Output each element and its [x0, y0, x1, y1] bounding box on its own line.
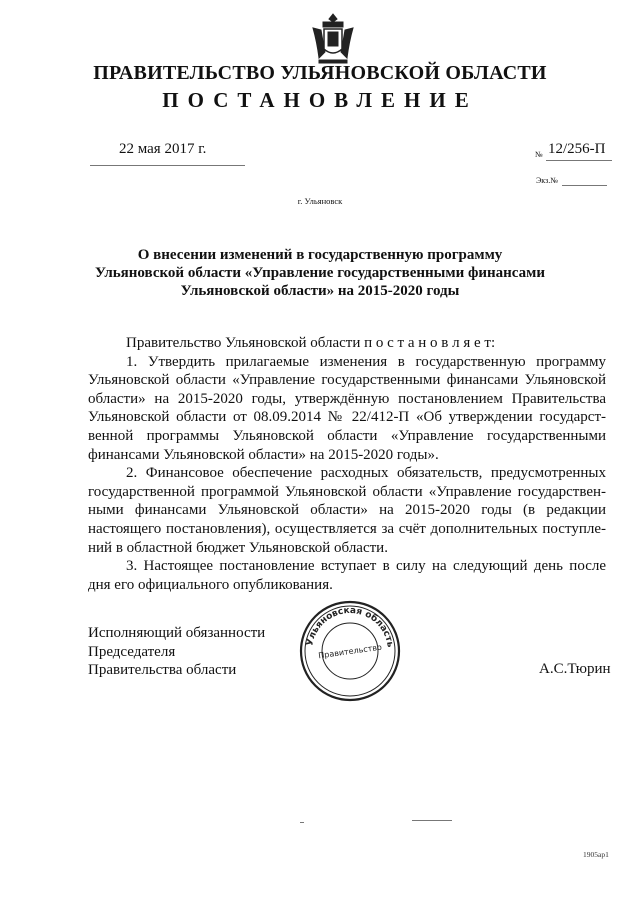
city: г. Ульяновск	[297, 196, 343, 206]
body-item-2: 2. Финансовое обеспечение расходных обязательств, предусмотренных государственной программой Ульяновской области «Управление государствен-ными финансами Ульяновской области» на 2015-2020 годы (в редакции настоящего постановления), осуществляется за счёт дополнительных поступле-ний в областной бюджет Ульяновской области.	[88, 465, 606, 556]
official-stamp	[298, 599, 402, 703]
date-underline	[90, 165, 245, 166]
stamp-outer-text: Ульяновская область	[305, 605, 395, 649]
copy-number-label: Экз.№	[536, 176, 558, 185]
body-item-3: 3. Настоящее постановление вступает в силу на следующий день после дня его официального опубликования.	[88, 558, 606, 593]
preamble: Правительство Ульяновской области п о с т а н о в л я е т:	[126, 335, 496, 351]
title-line: Ульяновской области» на 2015-2020 годы	[180, 283, 460, 299]
stamp-center-text: Правительство	[317, 642, 383, 661]
document-title	[60, 246, 580, 300]
signatory-title	[88, 624, 265, 680]
coat-of-arms-icon	[305, 10, 361, 66]
title-line: О внесении изменений в государственную программу	[137, 247, 503, 263]
organization-title: ПРАВИТЕЛЬСТВО УЛЬЯНОВСКОЙ ОБЛАСТИ	[93, 62, 547, 84]
number-label: №	[535, 150, 543, 159]
body-item-1: 1. Утвердить прилагаемые изменения в государственную программу Ульяновской области «Управление государственными финансами Ульяновской области» на 2015-2020 годы, утверждённую постановлением Правительства Ульяновской области от 08.09.2014 № 22/412-П «Об утверждении государст-венной программы Ульяновской области «Управление государственными финансами Ульяновской области» на 2015-2020 годы».	[88, 353, 606, 463]
copy-number-underline	[562, 185, 607, 186]
footer-dash	[300, 822, 304, 823]
footer-code: 1905ap1	[583, 850, 609, 859]
document-number: 12/256-П	[548, 141, 606, 157]
document-type: ПОСТАНОВЛЕНИЕ	[162, 88, 478, 112]
title-line: Ульяновской области «Управление государственными финансами	[95, 265, 545, 281]
signatory-line: Председателя	[88, 643, 176, 660]
document-body	[88, 334, 606, 594]
document-date: 22 мая 2017 г.	[119, 141, 207, 157]
signatory-line: Правительства области	[88, 662, 237, 679]
number-underline	[546, 160, 612, 161]
footer-dash	[412, 820, 452, 821]
signatory-line: Исполняющий обязанности	[88, 625, 266, 641]
signatory-name: А.С.Тюрин	[539, 661, 611, 677]
